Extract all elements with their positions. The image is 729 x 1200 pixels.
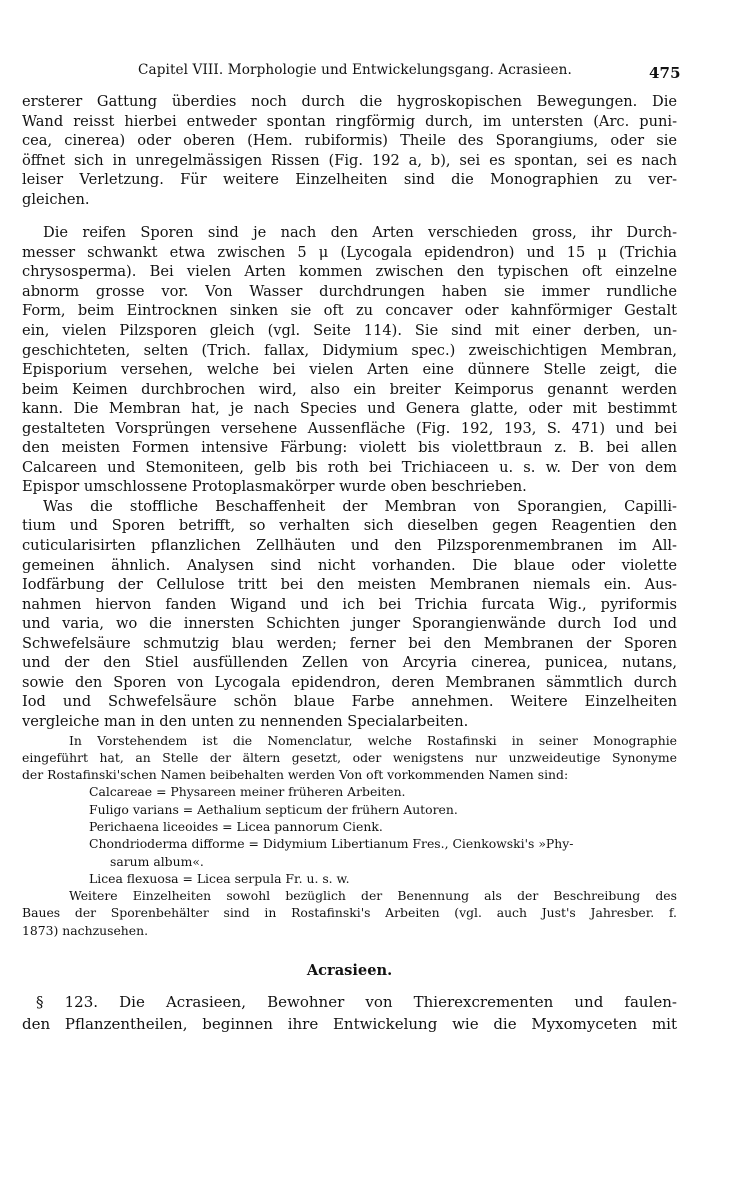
- page-header: [130, 58, 690, 86]
- text-line: und varia, wo die innersten Schichten junger Sporangienwände durch Iod und: [22, 615, 677, 633]
- synonym-line: Perichaena liceoides = Licea pannorum Cienk.: [89, 818, 383, 834]
- text-line: Was die stoffliche Beschaffenheit der Membran von Sporangien, Capilli-: [43, 497, 677, 515]
- text-line: ersterer Gattung überdies noch durch die hygroskopischen Bewegungen. Die: [22, 93, 677, 110]
- running-title: Capitel VIII. Morphologie und Entwickelungsgang. Acrasieen.: [138, 62, 572, 78]
- text-line: Schwefelsäure schmutzig blau werden; ferner bei den Membranen der Sporen: [22, 634, 677, 652]
- text-line: Epispor umschlossene Protoplasmakörper wurde oben beschrieben.: [22, 478, 527, 496]
- text-line: nahmen hiervon fanden Wigand und ich bei Trichia furcata Wig., pyriformis: [22, 595, 677, 613]
- text-line: vergleiche man in den unten zu nennenden Specialarbeiten.: [22, 712, 469, 730]
- note-line: eingeführt hat, an Stelle der ältern gesetzt, oder wenigstens nur unzweideutige Synonyme: [22, 749, 677, 765]
- text-line: und der den Stiel ausfüllenden Zellen von Arcyria cinerea, punicea, nutans,: [22, 654, 677, 672]
- text-line: Iod und Schwefelsäure schön blaue Farbe annehmen. Weitere Einzelheiten: [22, 693, 677, 711]
- nomenclature-note: [22, 732, 677, 940]
- paragraph-acrasieen: [22, 991, 677, 1035]
- text-line: öffnet sich in unregelmässigen Rissen (Fig. 192 a, b), sei es spontan, sei es nach: [22, 151, 677, 169]
- text-line: Die reifen Sporen sind je nach den Arten verschieden gross, ihr Durch-: [43, 224, 677, 242]
- text-line: Iodfärbung der Cellulose tritt bei den meisten Membranen niemals ein. Aus-: [22, 576, 677, 594]
- text-line: § 123. Die Acrasieen, Bewohner von Thierexcrementen und faulen-: [36, 993, 677, 1012]
- text-line: cuticularisirten pflanzlichen Zellhäuten und den Pilzsporenmembranen im All-: [22, 537, 677, 555]
- synonym-line: Licea flexuosa = Licea serpula Fr. u. s. w.: [89, 870, 350, 886]
- text-line: sowie den Sporen von Lycogala epidendron, deren Membranen sämmtlich durch: [22, 673, 677, 691]
- text-line: tium und Sporen betrifft, so verhalten sich dieselben gegen Reagentien den: [22, 517, 677, 535]
- text-line: Calcareen und Stemoniteen, gelb bis roth bei Trichiaceen u. s. w. Der von dem: [22, 458, 677, 476]
- text-line: chrysosperma). Bei vielen Arten kommen zwischen den typischen oft einzelne: [22, 263, 677, 281]
- text-line: kann. Die Membran hat, je nach Species und Genera glatte, oder mit bestimmt: [22, 400, 677, 418]
- text-line: gemeinen ähnlich. Analysen sind nicht vorhanden. Die blaue oder violette: [22, 556, 677, 574]
- text-line: Wand reisst hierbei entweder spontan ringförmig durch, im untersten (Arc. puni-: [22, 112, 677, 130]
- section-heading: Acrasieen.: [306, 962, 393, 980]
- text-line: leiser Verletzung. Für weitere Einzelheiten sind die Monographien zu ver-: [22, 171, 677, 189]
- text-line: messer schwankt etwa zwischen 5 μ (Lycogala epidendron) und 15 μ (Trichia: [22, 243, 677, 261]
- text-line: beim Keimen durchbrochen wird, also ein breiter Keimporus genannt werden: [22, 380, 677, 398]
- paragraph-membrane-chemistry: [22, 497, 677, 732]
- synonym-line: sarum album«.: [110, 853, 204, 869]
- note-line: In Vorstehendem ist die Nomenclatur, welche Rostafinski in seiner Monographie: [69, 732, 677, 748]
- text-line: abnorm grosse vor. Von Wasser durchdrungen haben sie immer rundliche: [22, 282, 677, 300]
- synonym-line: Fuligo varians = Aethalium septicum der frühern Autoren.: [89, 801, 458, 817]
- text-line: den Pflanzentheilen, beginnen ihre Entwickelung wie die Myxomyceten mit: [22, 1015, 677, 1034]
- text-line: den meisten Formen intensive Färbung: violett bis violettbraun z. B. bei allen: [22, 439, 677, 457]
- note-line: Baues der Sporenbehälter sind in Rostafinski's Arbeiten (vgl. auch Just's Jahresber. f.: [22, 905, 677, 921]
- page-number: 475: [649, 64, 681, 82]
- note-line: der Rostafinski'schen Namen beibehalten werden Von oft vorkommenden Namen sind:: [22, 767, 569, 783]
- paragraph-spores: [22, 223, 677, 497]
- synonym-line: Chondrioderma difforme = Didymium Libertianum Fres., Cienkowski's »Phy-: [89, 836, 574, 852]
- synonym-line: Calcareae = Physareen meiner früheren Arbeiten.: [89, 784, 406, 800]
- text-line: gleichen.: [22, 190, 90, 208]
- note-line: Weitere Einzelheiten sowohl bezüglich der Benennung als der Beschreibung des: [69, 888, 677, 904]
- text-line: cea, cinerea) oder oberen (Hem. rubiformis) Theile des Sporangiums, oder sie: [22, 132, 677, 150]
- text-line: gestalteten Vorsprüngen versehene Aussenfläche (Fig. 192, 193, S. 471) und bei: [22, 419, 677, 437]
- text-line: Form, beim Eintrocknen sinken sie oft zu concaver oder kahnförmiger Gestalt: [22, 302, 677, 320]
- text-line: Episporium versehen, welche bei vielen Arten eine dünnere Stelle zeigt, die: [22, 361, 677, 379]
- note-line: 1873) nachzusehen.: [22, 922, 149, 938]
- text-line: geschichteten, selten (Trich. fallax, Didymium spec.) zweischichtigen Membran,: [22, 341, 677, 359]
- page-body: [22, 92, 677, 1035]
- paragraph-capsule-dehiscence: [22, 92, 677, 209]
- text-line: ein, vielen Pilzsporen gleich (vgl. Seite 114). Sie sind mit einer derben, un-: [22, 322, 677, 340]
